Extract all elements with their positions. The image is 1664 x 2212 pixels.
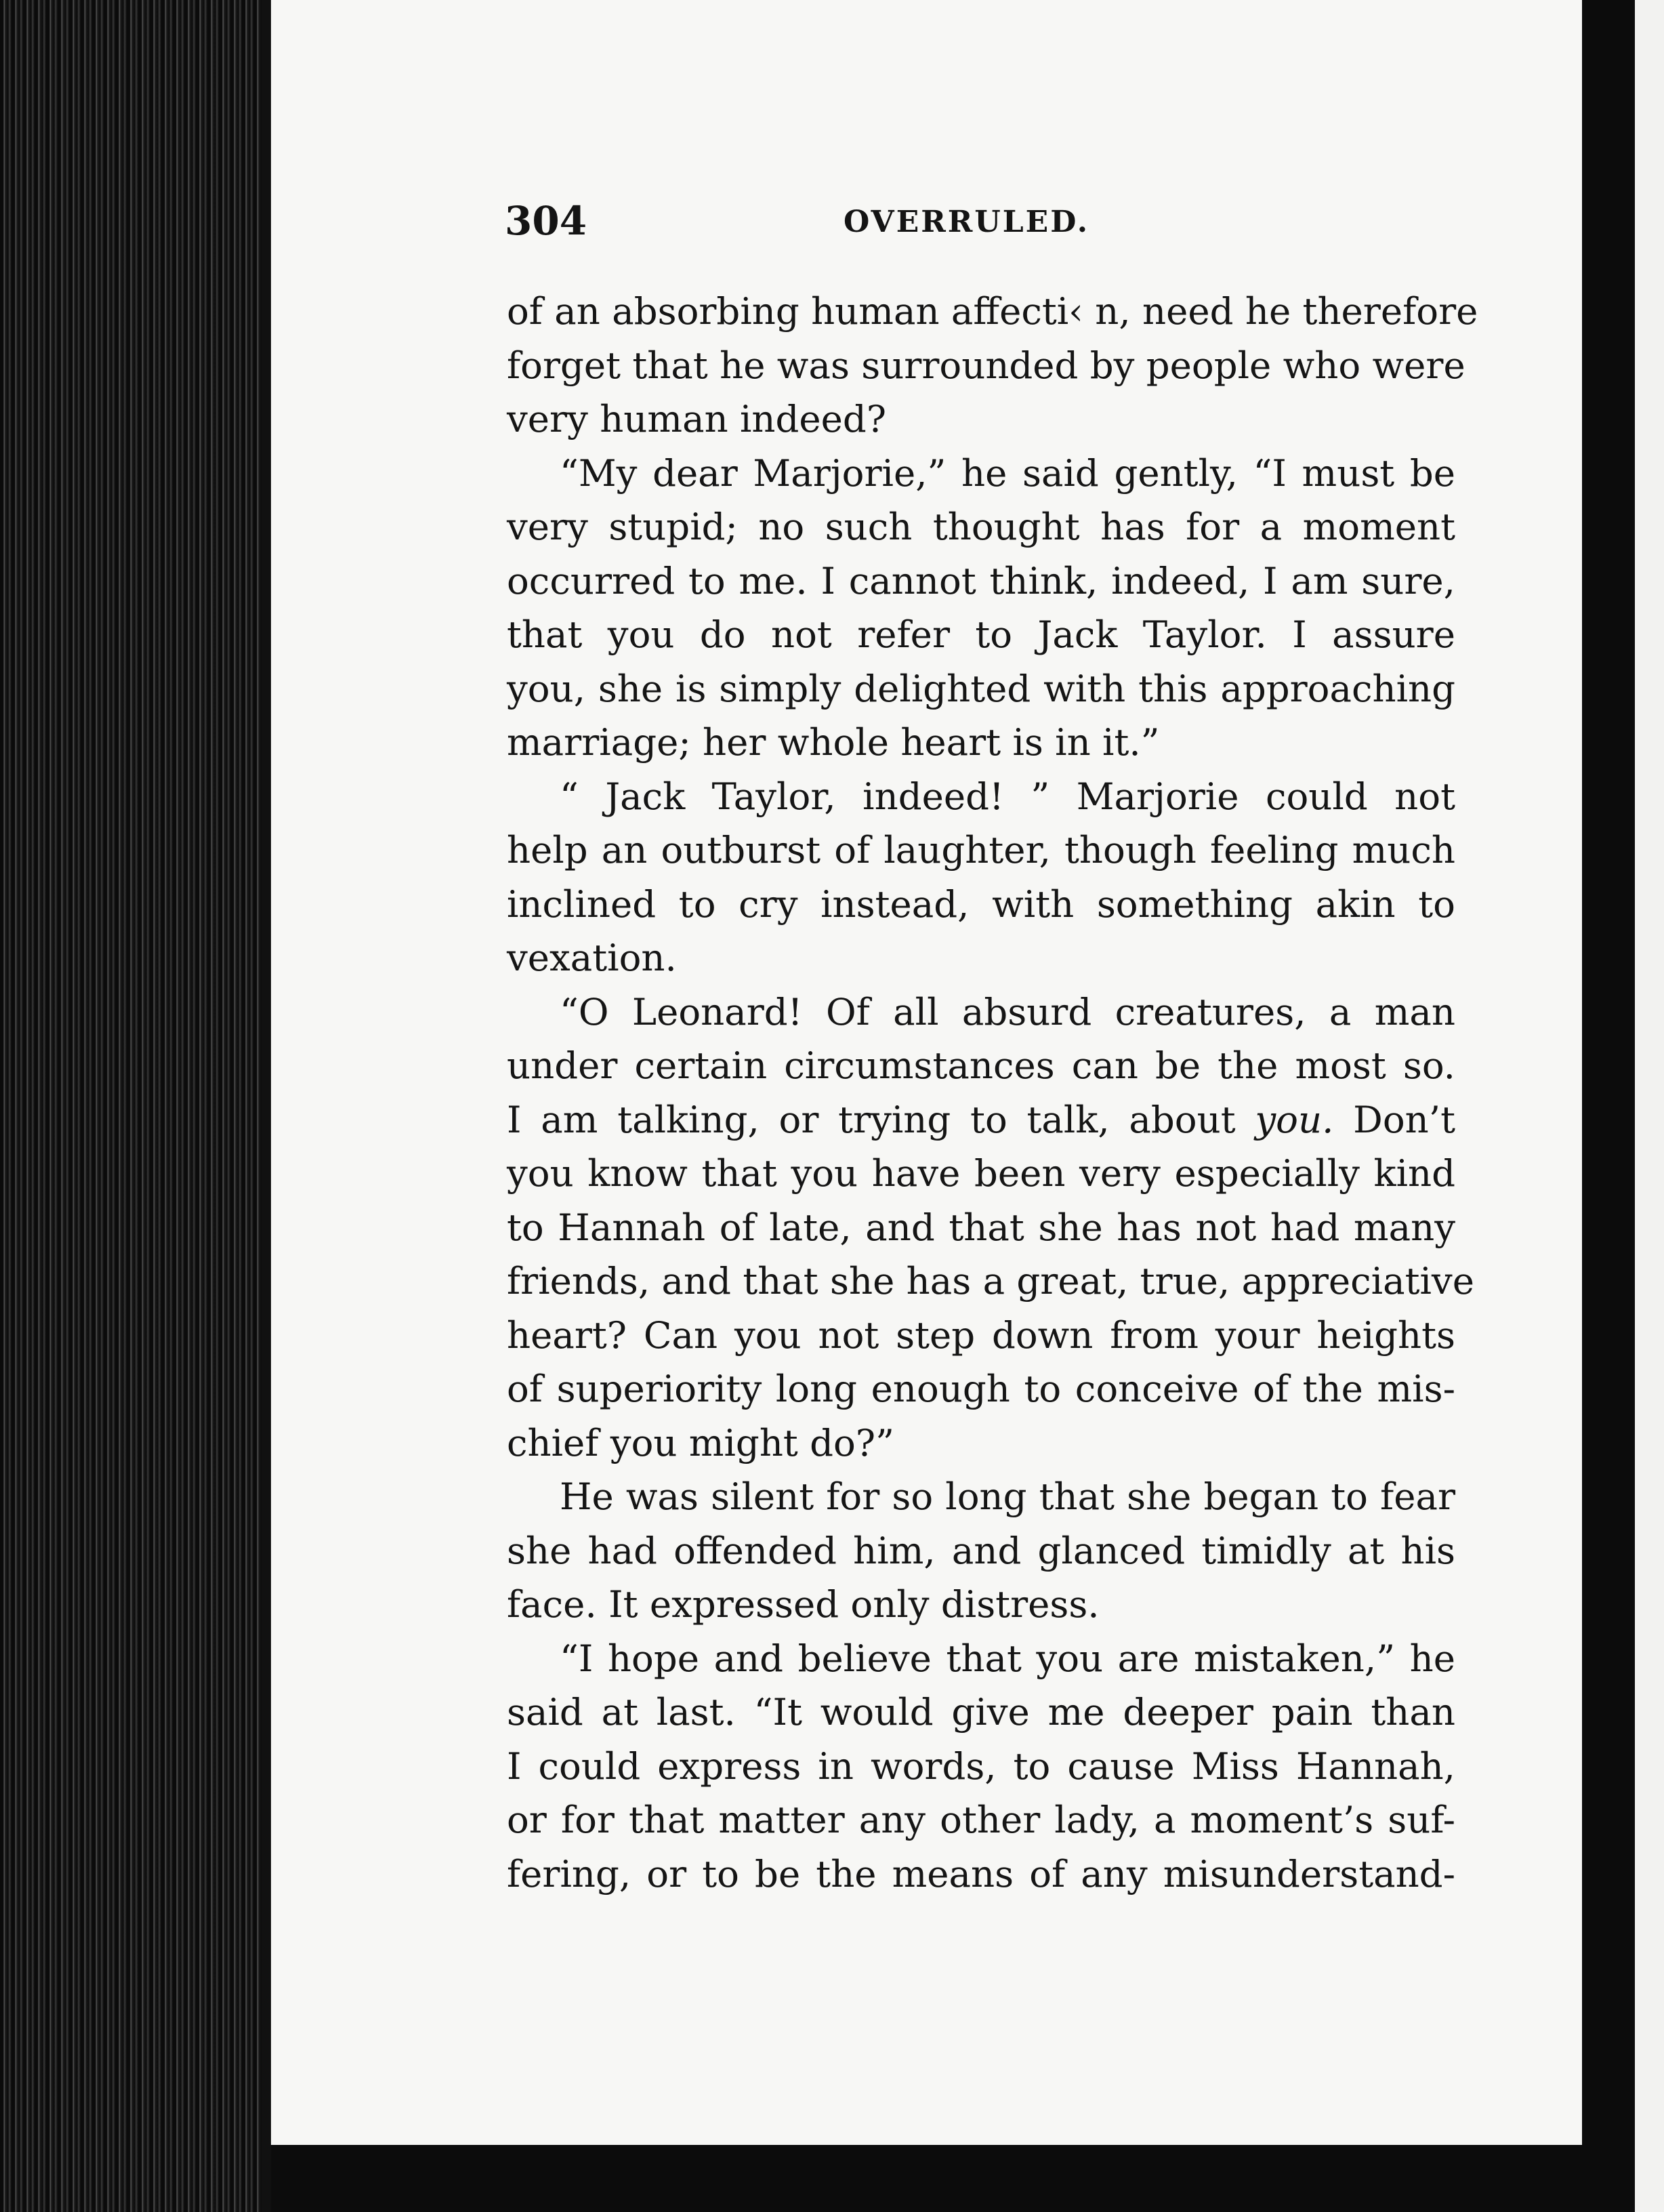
text-line: occurred to me. I cannot think, indeed, I am sure, — [507, 558, 1455, 602]
text-line — [507, 1093, 1455, 1147]
text-line: heart? Can you not step down from your heights — [507, 1313, 1455, 1357]
bottom-page-edge — [271, 2145, 1582, 2212]
text-line: “ Jack Taylor, indeed! ” Marjorie could not — [560, 774, 1455, 818]
text-line: she had offended him, and glanced timidly at his — [507, 1528, 1455, 1572]
text-line: I could express in words, to cause Miss Hannah, — [507, 1744, 1455, 1788]
text-line: inclined to cry instead, with something akin to — [507, 882, 1455, 926]
text-line: or for that matter any other lady, a moment’s suf- — [507, 1798, 1455, 1841]
text-line: friends, and that she has a great, true, appreciative — [507, 1259, 1474, 1303]
text-line: that you do not refer to Jack Taylor. I assure — [507, 613, 1455, 656]
body-text — [507, 285, 1478, 1901]
text-line: under certain circumstances can be the most so. — [507, 1044, 1455, 1087]
text-line: forget that he was surrounded by people who were — [507, 343, 1465, 387]
text-line: “My dear Marjorie,” he said gently, “I must be — [560, 451, 1455, 495]
text-line: face. It expressed only distress. — [507, 1582, 1100, 1626]
text-line: fering, or to be the means of any misunderstand- — [507, 1851, 1455, 1896]
text-line: vexation. — [507, 936, 677, 979]
text-line: to Hannah of late, and that she has not had many — [507, 1205, 1455, 1249]
text-line: “O Leonard! Of all absurd creatures, a man — [560, 989, 1455, 1033]
text-line: you know that you have been very especially kind — [507, 1151, 1455, 1195]
text-line: marriage; her whole heart is in it.” — [507, 720, 1160, 764]
running-head — [505, 198, 1447, 252]
book-fore-edge — [0, 0, 271, 2212]
text-line: of an absorbing human affecti‹ n, need he therefore — [507, 289, 1478, 333]
text-segment: Don’t — [1333, 1097, 1455, 1141]
text-line: help an outburst of laughter, though feeling much — [507, 828, 1455, 872]
right-page-edge — [1582, 0, 1664, 2212]
text-line: “I hope and believe that you are mistaken,” he — [560, 1636, 1455, 1680]
text-line: said at last. “It would give me deeper pain than — [507, 1690, 1455, 1734]
text-line: chief you might do?” — [507, 1420, 894, 1465]
text-line: you, she is simply delighted with this approaching — [507, 666, 1455, 710]
text-line: of superiority long enough to conceive of the mis- — [507, 1367, 1455, 1410]
running-title: OVERRULED. — [844, 205, 1090, 239]
page-number: 304 — [505, 198, 587, 244]
emphasized-word: you. — [1255, 1097, 1334, 1141]
text-line: He was silent for so long that she began to fear — [560, 1475, 1455, 1518]
text-segment: I am talking, or trying to talk, about — [507, 1097, 1255, 1141]
text-line: very stupid; no such thought has for a moment — [507, 505, 1455, 548]
text-line: very human indeed? — [507, 397, 887, 441]
